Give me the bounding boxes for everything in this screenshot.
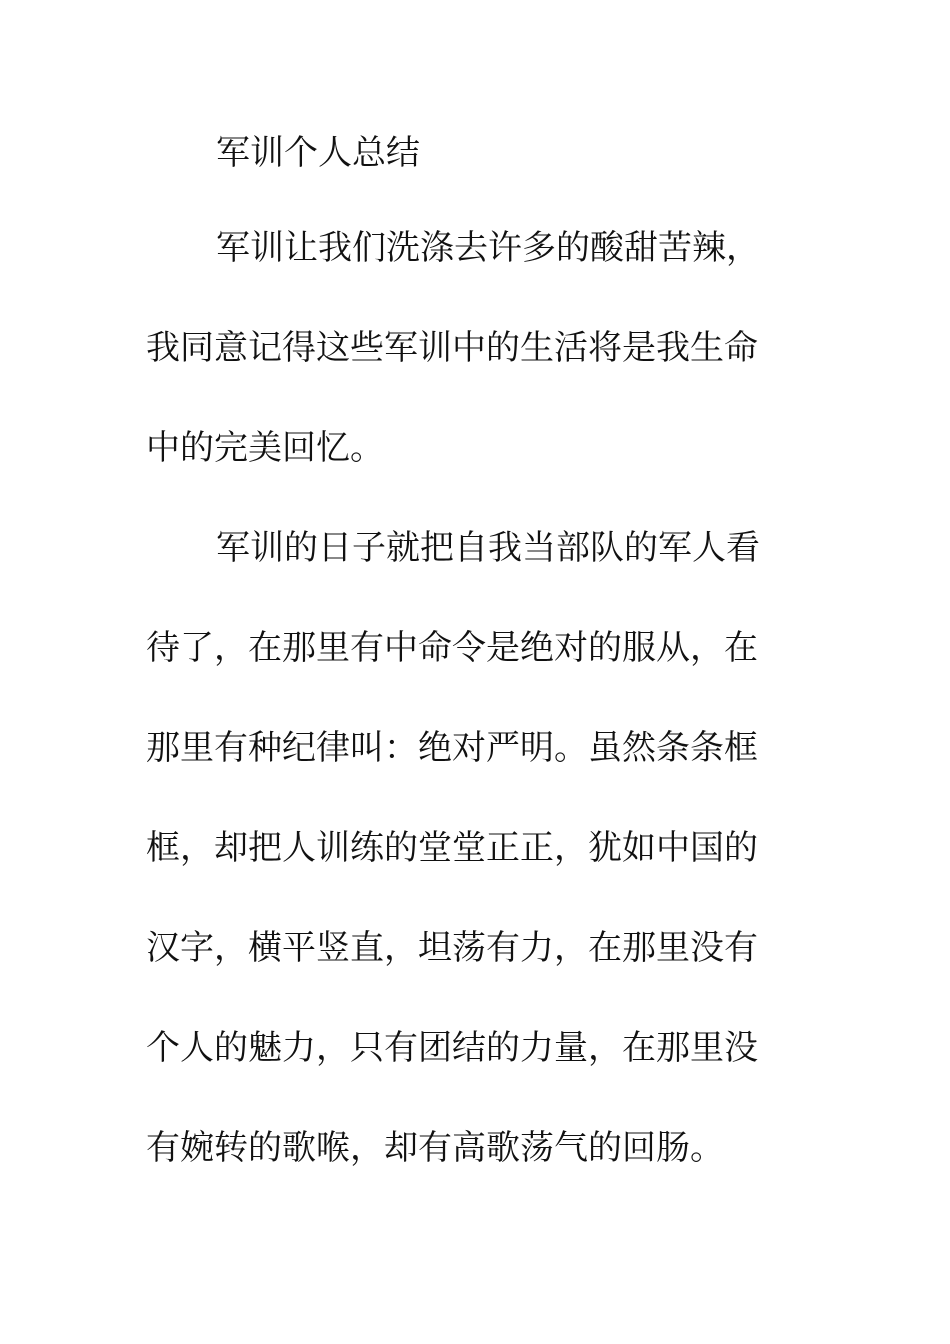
paragraph-line: 待了，在那里有中命令是绝对的服从，在 — [146, 628, 758, 668]
paragraph-line: 有婉转的歌喉，却有高歌荡气的回肠。 — [146, 1128, 724, 1168]
paragraph-line: 汉字，横平竖直，坦荡有力，在那里没有 — [146, 928, 758, 968]
paragraph-line: 中的完美回忆。 — [146, 428, 384, 468]
paragraph-2 — [146, 523, 782, 1173]
paragraph-line: 那里有种纪律叫：绝对严明。虽然条条框 — [146, 728, 758, 768]
document-title: 军训个人总结 — [216, 133, 420, 173]
paragraph-line: 个人的魅力，只有团结的力量，在那里没 — [146, 1028, 758, 1068]
paragraph-line: 军训让我们洗涤去许多的酸甜苦辣， — [216, 228, 760, 268]
paragraph-line: 军训的日子就把自我当部队的军人看 — [216, 528, 760, 568]
document-body — [146, 123, 782, 1223]
paragraph-1 — [146, 223, 782, 473]
paragraph-line: 我同意记得这些军训中的生活将是我生命 — [146, 328, 758, 368]
paragraph-line: 框，却把人训练的堂堂正正，犹如中国的 — [146, 828, 758, 868]
